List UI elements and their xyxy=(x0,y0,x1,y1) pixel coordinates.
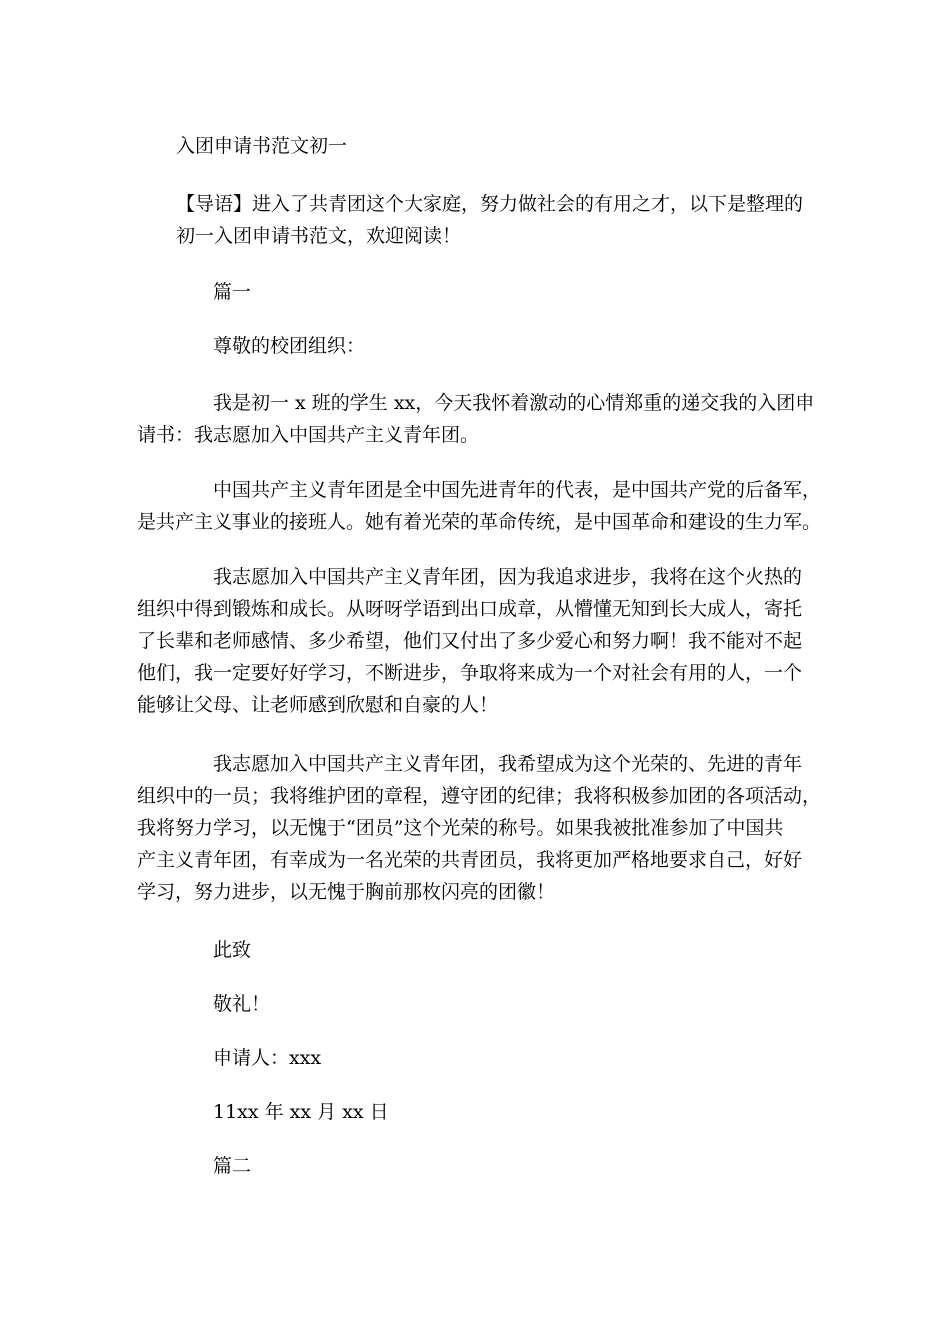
paragraph-line: 组织中得到锻炼和成长。从呀呀学语到出口成章，从懵懂无知到长大成人，寄托 xyxy=(137,598,803,620)
intro-line: 【导语】进入了共青团这个大家庭，努力做社会的有用之才，以下是整理的 xyxy=(176,193,804,215)
closing-line-1: 此致 xyxy=(213,939,252,961)
paragraph-line: 我志愿加入中国共产主义青年团，因为我追求进步，我将在这个火热的 xyxy=(213,566,803,588)
section-heading-2: 篇二 xyxy=(213,1155,252,1177)
paragraph-line: 能够让父母、让老师感到欣慰和自豪的人！ xyxy=(137,694,499,716)
paragraph-line: 请书：我志愿加入中国共产主义青年团。 xyxy=(137,424,480,446)
paragraph-line: 是共产主义事业的接班人。她有着光荣的革命传统，是中国革命和建设的生力军。 xyxy=(137,511,822,533)
section-heading-1: 篇一 xyxy=(213,281,252,303)
paragraph-line: 我志愿加入中国共产主义青年团，我希望成为这个光荣的、先进的青年 xyxy=(213,753,803,775)
paragraph-line: 我将努力学习，以无愧于“团员”这个光荣的称号。如果我被批准参加了中国共 xyxy=(137,817,784,839)
body-paragraph xyxy=(137,561,802,721)
body-paragraph xyxy=(137,387,814,451)
document-title: 入团申请书范文初一 xyxy=(176,135,348,157)
paragraph-line: 我是初一 x 班的学生 xx，今天我怀着激动的心情郑重的递交我的入团申 xyxy=(213,392,815,414)
paragraph-line: 学习，努力进步，以无愧于胸前那枚闪亮的团徽！ xyxy=(137,881,556,903)
paragraph-line: 他们，我一定要好好学习，不断进步，争取将来成为一个对社会有用的人，一个 xyxy=(137,662,803,684)
salutation: 尊敬的校团组织： xyxy=(213,335,366,357)
paragraph-line: 了长辈和老师感情、多少希望，他们又付出了多少爱心和努力啊！我不能对不起 xyxy=(137,630,803,652)
paragraph-line: 组织中的一员；我将维护团的章程，遵守团的纪律；我将积极参加团的各项活动， xyxy=(137,785,822,807)
intro-line: 初一入团申请书范文，欢迎阅读！ xyxy=(176,225,462,247)
body-paragraph xyxy=(137,474,821,538)
closing-line-2: 敬礼！ xyxy=(213,993,271,1015)
paragraph-line: 产主义青年团，有幸成为一名光荣的共青团员，我将更加严格地要求自己，好好 xyxy=(137,849,803,871)
intro-paragraph xyxy=(176,188,803,252)
body-paragraph xyxy=(137,748,821,908)
date: 11xx 年 xx 月 xx 日 xyxy=(213,1101,389,1123)
signature: 申请人：xxx xyxy=(213,1047,322,1069)
paragraph-line: 中国共产主义青年团是全中国先进青年的代表，是中国共产党的后备军， xyxy=(213,479,822,501)
